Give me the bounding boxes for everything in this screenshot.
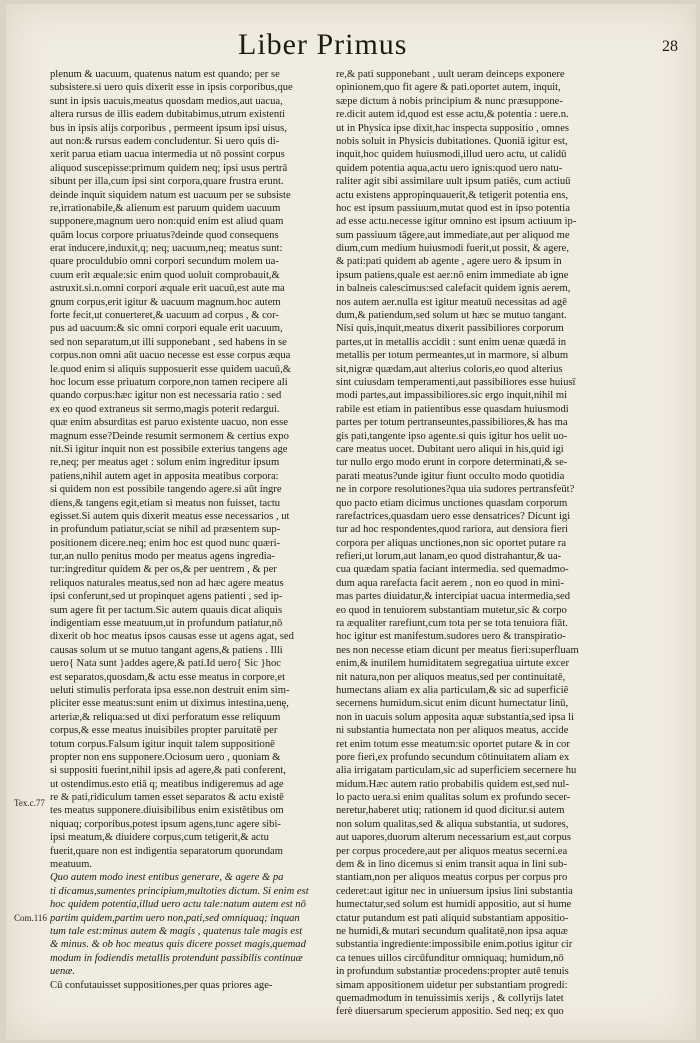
text-line: nit natura,non per aliquos meatus,sed per continuitatē, <box>336 671 566 683</box>
text-line: quæ enim absurditas est paruo existente uacuo, non esse <box>50 417 289 429</box>
quoted-text-line: & minus. & ob hoc meatus quis dicere posset magis,quemad <box>50 939 306 951</box>
text-line: forte fecit,ut conuerteret,& uacuum ad corpus , & cor- <box>50 310 279 322</box>
text-line: egisset.Si autem quis dixerit meatus esse necessarios , ut <box>50 510 290 522</box>
text-line: erat inducere,induxit,q; neq; uacuum,neq; meatus sunt: <box>50 243 283 255</box>
text-line: pore fieri,ex profundo secundum cōtinuitatem aliam ex <box>336 751 570 763</box>
text-line: partes,ut in metallis accidit : sunt enim uenæ quædā in <box>336 336 567 348</box>
text-line: gis pati,tangente ipso agente.si quis igitur hos uelit uo- <box>336 430 568 442</box>
text-line: non in uacuis solum apposita aquæ substantia,sed ipsa li <box>336 711 575 723</box>
folio-number: 28 <box>662 38 678 55</box>
text-line: quām locus corpore priuatus?deinde quod consequens <box>50 229 279 241</box>
text-line: patiens,nihil autem aget in apposita meatibus corpora: <box>50 470 279 482</box>
text-line: care meatus uocet. Dubitant uero aliqui in his,quid igi <box>336 443 564 455</box>
text-line: nos autem aer.nulla est igitur meatuū necessitas ad agē <box>336 296 567 308</box>
text-line: sæpe dictum à nobis principium & nunc præsuppone- <box>336 95 563 107</box>
text-line: ne humidi,& mutari secundum qualitatē,non ipsa aquæ <box>336 926 568 937</box>
text-line: opinionem,quo fit agere & pati.oportet autem, inquit, <box>336 82 561 94</box>
text-line: actu existens appropinquauerit,& tetigerit potentia ens, <box>336 189 569 201</box>
text-line: refieri,ut lorum,aut lanam,eo quod distrahantur,& ua- <box>336 551 562 563</box>
text-line: est separatos,quosdam,& actu esse meatus in corpore,et <box>50 671 286 683</box>
text-line: cua quædam spatia faciant intermedia. sed quemadmo- <box>336 564 569 576</box>
text-line: non solum qualitas,sed & aliqua substantia, ut sudores, <box>336 818 569 830</box>
text-line: metallis per totum permeantes,ut in marmore, si album <box>336 350 569 362</box>
text-line: simam appositionem uidetur per substantiam progredi: <box>336 979 568 991</box>
text-line: lo pacto uera.si enim qualitas solum ex profundo secer- <box>336 792 571 804</box>
text-line: tes meatus supponere.diuisibilibus enim existētibus om <box>50 805 284 817</box>
text-line: re,irrationabile,& alienum est paruum quidem uacuum <box>50 202 281 214</box>
text-line: ctatur putandum est pati aliquid substantiam appositio- <box>336 912 569 924</box>
text-line: nobis soluit in Physicis dubitationes. Quoniā igitur est, <box>336 135 568 147</box>
quoted-text-line: Quo autem modo inest entibus generare, & agere & pa <box>50 872 284 884</box>
text-line: corpus.non omni aūt uacuo necesse est esse corpus æqua <box>50 350 291 362</box>
text-line: pus ad uacuum:& sic omni corpori equale erit uacuum, <box>50 323 283 335</box>
quoted-text-line: ti dicamus,sumentes principium,multoties dictum. Si enim est <box>50 885 309 897</box>
text-line: sed non separatum,ut illi supponebant , sed habens in se <box>50 336 287 348</box>
text-line: ret enim totum esse meatum:sic oportet putare & in cor <box>336 738 570 750</box>
text-line: tur ad hoc respondentes,quod rariora, aut densiora fieri <box>336 524 569 536</box>
page-header <box>238 30 678 64</box>
quoted-text-line: uenæ. <box>50 966 76 978</box>
text-line: Nisi quis,inquit,meatus dixerit passibiliores corporum <box>336 323 564 335</box>
text-line: si suppositi fuerint,nihil ipsis ad agere,& pati conferent, <box>50 765 286 777</box>
text-line: sum agere fit per tactum.Sic autem quauis dicat aliquis <box>50 604 283 616</box>
text-line: per corpus procedere,aut per aliquos meatus secerni.ea <box>336 845 568 857</box>
text-line: sibunt per illa,cum ipsi sint corpora,quare frustra erunt. <box>50 176 284 188</box>
text-line: le.quod enim si aliquis supposuerit esse quidem uacuū,& <box>50 363 291 375</box>
text-line: ca tenues uillos circūfunditur omniquaq; humidum,nō <box>336 952 564 964</box>
text-line: bus in ipsis alijs corporibus , permeent ipsum ipsi uisus, <box>50 122 287 134</box>
text-line: re.dicit autem id,quod est esse actu,& potentia : uere.n. <box>336 109 569 121</box>
right-column <box>336 68 626 1019</box>
text-line: ipsi conferunt,sed ut propinquet agens patienti , sed ip- <box>50 591 283 603</box>
margin-note: Com.116 <box>14 913 47 923</box>
text-line: subsistere.si uero quis dixerit esse in ipsis corporibus,que <box>50 82 293 94</box>
text-line: cederet:aut igitur nec in uniuersum ipsius lini substantia <box>336 885 573 897</box>
text-line: alia irrigatam particulam,sic ad superficiem secernere hu <box>336 765 577 777</box>
text-line: ferè diuersarum specierum appositio. Sed neq; ex quo <box>336 1006 564 1018</box>
text-line: deinde inquit siquidem natum est uacuum per se subsiste <box>50 189 291 201</box>
quoted-text-line: tum tale est:minus autem & magis , quatenus tale magis est <box>50 926 303 937</box>
text-line: causas solum ut se mutuo tangant agens,& patiens . Illi <box>50 644 283 656</box>
text-line: aut non:& rursus eadem concludentur. Si uero quis di- <box>50 135 280 147</box>
text-line: propter non ens supponere.Ociosum uero , quoniam & <box>50 751 281 763</box>
text-line: rabile est etiam in patientibus esse quasdam huiusmodi <box>336 403 569 415</box>
text-line: si quidem non est possibile tangendo agere.si aūt ingre <box>50 484 282 496</box>
text-line: Cū confutauisset suppositiones,per quas priores age- <box>50 979 273 991</box>
text-line: quemadmodum in tenuissimis xerijs , & collyrijs latet <box>336 992 564 1004</box>
bleed-through-ghost <box>526 32 533 58</box>
text-line: hoc igitur est manifestum.sudores uero & transpiratio- <box>336 631 566 643</box>
text-line: uero{ Nata sunt }addes agere,& pati.Id uero{ Sic }hoc <box>50 658 281 670</box>
text-line: dium,cum medium huiusmodi fuerit,ut possit, & agere, <box>336 243 570 255</box>
text-line: secernens humidum.sicut enim dicunt humectatur linū, <box>336 698 569 710</box>
text-line: inquit,hoc quidem huiusmodi,illud uero actu, ut calidū <box>336 149 567 161</box>
text-line: ad esse actu.necesse igitur omnino est ipsum actiuum ip- <box>336 216 577 228</box>
text-line: supponere,magnum uero non:quid enim est aliud quam <box>50 216 284 228</box>
text-line: tur:ingreditur quidem & per os,& per uentrem , & per <box>50 564 277 576</box>
text-line: plenum & uacuum, quatenus natum est quando; per se <box>50 69 280 80</box>
margin-note: Tex.c.77 <box>14 798 45 808</box>
text-line: tur,an nullo penitus modo per meatus agens ingredia- <box>50 551 275 563</box>
text-line: & pati:pati quidem ab agente , agere uero & ipsum in <box>336 256 562 268</box>
text-line: meatuum. <box>50 859 93 871</box>
text-line: corpus,& esse meatus inuisibiles propter paruitatē per <box>50 725 278 737</box>
text-line: corpora per aliquas unctiones,non sic oportet putare ra <box>336 537 567 549</box>
text-line: midum.Hæc autem ratio probabilis quidem est,sed nul- <box>336 778 570 790</box>
text-line: dixerit ob hoc meatus ipsos causas esse ut agens agat, sed <box>50 631 294 643</box>
text-line: ut ostendimus.esto etiā q; meatibus indigeremus ad age <box>50 778 284 790</box>
text-line: ipsum patiens,quale est aer:nō enim immediate ab igne <box>336 269 569 281</box>
text-line: reliquos naturales meatus,sed non ad hæc agere meatus <box>50 577 284 589</box>
text-line: sint cuiusdam temperamenti,aut passibiliores esse huiusī <box>336 376 576 388</box>
text-line: positionem dicere.neq; enim hoc est quod nunc quæri- <box>50 537 281 549</box>
text-line: re & pati,ridiculum tamen esset separatos & actu existē <box>50 792 284 804</box>
text-line: hoc est ipsum passiuum,mutat quod est in ipso potentia <box>336 202 570 214</box>
text-line: parati meatus?unde igitur fiunt occulto modo quotidia <box>336 470 565 482</box>
text-line: fuerit,quare non est indigentia separatorum quorundam <box>50 845 283 857</box>
text-line: re,& pati supponebant , uult ueram deinceps exponere <box>336 69 565 80</box>
text-line: pliciter esse meatus:sunt enim ut diximus intestina,uenę, <box>50 698 289 710</box>
text-line: neretur,haberet utiq; rationem id quod dicitur.si autem <box>336 805 565 817</box>
text-line: humectans aliam ex alia particulam,& sic ad superficiē <box>336 684 569 696</box>
quoted-text-line: modum in fodiendis metallis protendunt passibilis continuæ <box>50 952 303 964</box>
text-line: in profundum patiatur,sciat se nihil ad præsentem sup- <box>50 524 281 536</box>
running-title: Liber Primus <box>238 28 408 61</box>
text-line: ex eo quod extraneus sit sermo,magis poterit redargui. <box>50 403 280 415</box>
text-line: dum,& patiendum,sed solum ut hæc se mutuo tangant. <box>336 310 567 322</box>
text-line: niquaq; corporibus,potest ipsum agens,tunc agere sibi- <box>50 818 281 830</box>
text-line: rarefactrices,quasdam uero esse densatrices? Dicunt igi <box>336 510 571 522</box>
text-line: substantia ingrediente:impossibile enim.potius igitur cir <box>336 939 573 951</box>
text-line: mas partes diuidatur,& intercipiat uacua intermedia,sed <box>336 591 571 603</box>
text-line: modi partes,aut impassibiliores.sic ergo inquit,nihil mi <box>336 390 568 402</box>
text-line: totum corpus.Falsum igitur inquit talem suppositionē <box>50 738 275 750</box>
text-line: cuum erit æquale:sic enim quod uoluit comprobauit,& <box>50 269 280 281</box>
quoted-text-line: hoc quidem potentia,illud uero actu tale:natum autem est nō <box>50 899 306 911</box>
text-line: arteriæ,& reliqua:sed ut dixi perforatum esse reliquum <box>50 711 281 723</box>
text-line: xerit parua etiam uacua intermedia ut nō possint corpus <box>50 149 285 161</box>
text-line: partes per totum pertranseuntes,passibiliores,& has ma <box>336 417 568 429</box>
text-line: re,neq; per meatus aget : solum enim ingreditur ipsum <box>50 457 280 469</box>
text-line: dem & in lino dicemus si enim transit aqua in lini sub- <box>336 859 567 871</box>
text-line: sit,nigræ quædam,aut alterius coloris,eo quod alterius <box>336 363 563 375</box>
text-line: stantiam,non per aliquos meatus corpus per corpus pro <box>336 872 568 884</box>
text-line: ut in Physica ipse dixit,hac inspecta suppositio , omnes <box>336 122 570 134</box>
text-line: ueluti stimulis perforata ipsa esse.non destruit enim sim- <box>50 684 290 696</box>
quoted-text-line: partim quidem,partim uero non,pati,sed omniquaq; inquan <box>50 912 300 924</box>
text-line: gnum corpus,erit igitur & uacuum magnum.hoc autem <box>50 296 281 308</box>
text-line: sum passiuum tāgere,aut immediate,aut per aliquod me <box>336 229 570 241</box>
text-line: aut uapores,duorum alterum necessarium est,aut corpus <box>336 832 572 844</box>
text-line: quare proculdubio omni corpori secundum molem ua- <box>50 256 279 268</box>
text-line: nes non necesse etiam dicunt per meatus fieri:superfluam <box>336 644 579 656</box>
text-line: astruxit.si.n.omni corpori æquale erit uacuū,est aute ma <box>50 283 285 295</box>
text-line: sunt in ipsis uacuis,meatus quosdam medios,aut uacua, <box>50 95 283 107</box>
text-line: ni substantia humectata non per aliquos meatus, accide <box>336 725 569 737</box>
text-line: in profundum substantiæ procedens:propter autē tenuis <box>336 966 569 978</box>
text-line: dum aqua rarefacta facit aerem , non eo quod in mini- <box>336 577 564 589</box>
text-line: ipsi meatum,& diuidere corpus,cum tetigerit,& actu <box>50 832 269 844</box>
text-line: hoc locum esse priuatum corpore,non tamen recipere ali <box>50 376 288 388</box>
text-line: enim,& inutilem humiditatem segregatiua uirtute excer <box>336 658 569 670</box>
text-line: in balneis calescimus:sed calefacit quidem ignis aerem, <box>336 283 571 295</box>
left-column <box>50 68 330 992</box>
text-line: quando corpus:hæc igitur non est necessaria ratio : sed <box>50 390 282 402</box>
text-line: eo quod in tenuiorem substantiam mutetur,sic & corpo <box>336 604 567 616</box>
text-line: magnum esse?Deinde resumit sermonem & certius expo <box>50 430 289 442</box>
text-line: ne in corpore resolutiones?qua uia sudores pertransfeūt? <box>336 484 575 496</box>
book-page <box>6 4 696 1040</box>
text-line: aliquod suscepisse:primum quidem neq; ipsi usus pertrā <box>50 162 288 174</box>
text-line: nit.Si igitur inquit non est possibile exterius tangens age <box>50 443 288 455</box>
text-line: diens,& tangens egit,etiam si meatus non fuisset, tactu <box>50 497 281 509</box>
text-line: humectatur,sed solum est humidi appositio, aut si hume <box>336 899 572 911</box>
text-line: indigentiam esse meatuum,ut in profundum patiatur,nō <box>50 618 283 630</box>
text-line: altera rursus de illis eadem dubitabimus,utrum existenti <box>50 109 286 121</box>
text-line: raliter agit sibi assimilare uult ipsum patiēs, cum actiuū <box>336 176 571 188</box>
text-line: tur nullo ergo modo erunt in corpore determinati,& se- <box>336 457 568 469</box>
text-line: ra æqualiter rarefiunt,cum tota per se tota tenuiora fiāt. <box>336 618 568 630</box>
text-line: quidem potentia aqua,actu uero ignis:quod uero natu- <box>336 162 563 174</box>
text-line: quo pacto etiam dicimus unctiones quasdam corporum <box>336 497 568 509</box>
